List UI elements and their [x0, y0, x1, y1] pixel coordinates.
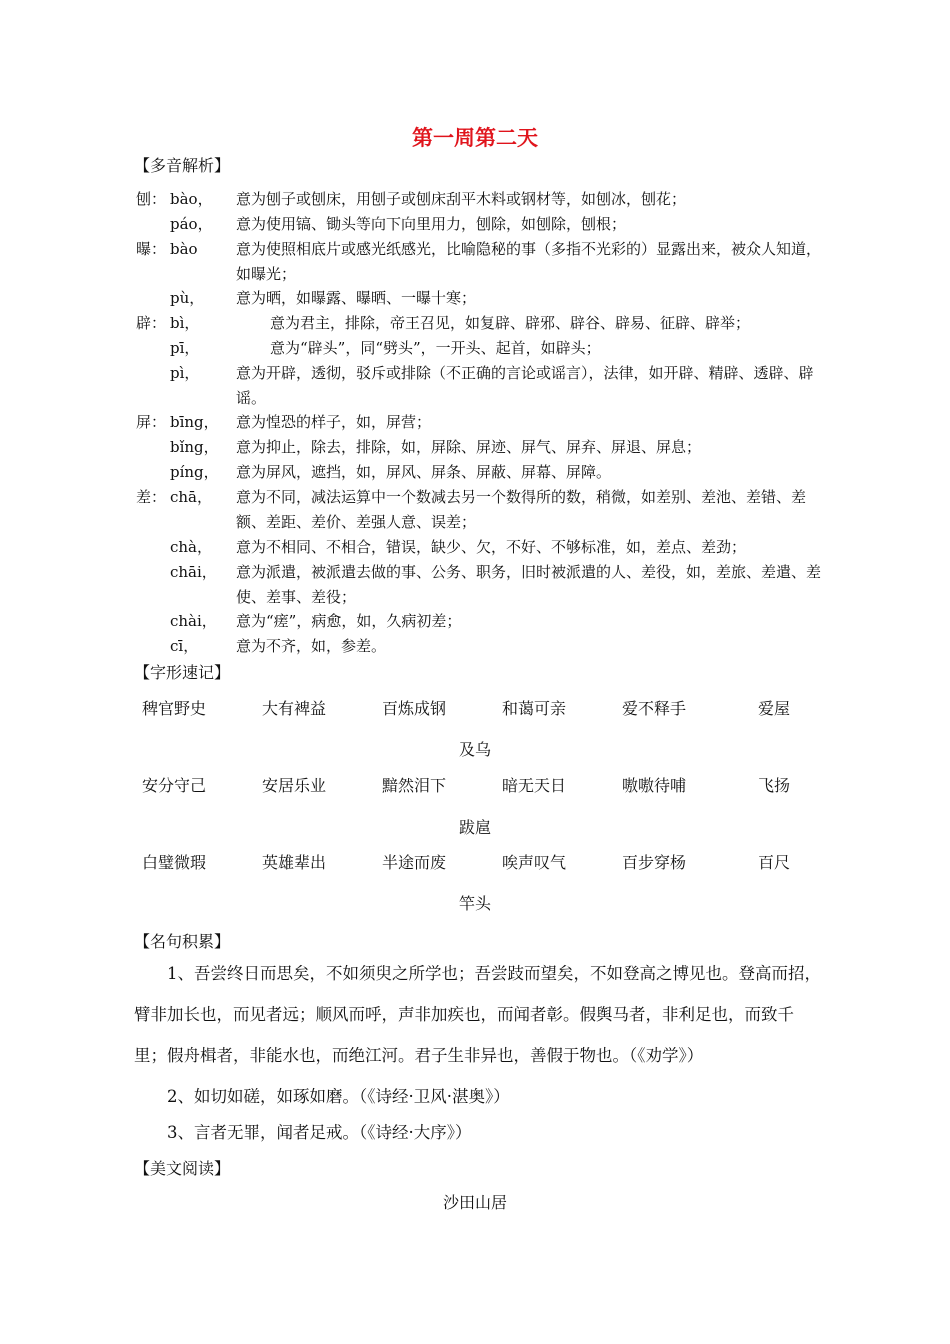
idiom: 安分守己 — [141, 776, 206, 795]
idiom: 唉声叹气 — [501, 853, 566, 872]
section-heading-reading: 【美文阅读】 — [134, 1159, 231, 1178]
pinyin: chà， — [170, 538, 213, 556]
pinyin: bīng， — [170, 413, 219, 431]
pinyin: pī， — [170, 339, 200, 357]
quote-2: 2、如切如磋，如琢如磨。（《诗经·卫风·湛奥》） — [167, 1087, 510, 1106]
idiom-continuation: 及乌 — [458, 740, 491, 759]
idiom: 英雄辈出 — [261, 853, 326, 872]
section-heading-shape: 【字形速记】 — [134, 663, 231, 682]
idiom-continuation: 竿头 — [458, 894, 491, 913]
pinyin: bào — [170, 240, 198, 258]
idiom: 黯然泪下 — [381, 776, 446, 795]
idiom: 爱不释手 — [621, 699, 686, 718]
definition: 意为刨子或刨床，用刨子或刨床刮平木料或钢材等，如刨冰，刨花； — [236, 190, 687, 208]
pinyin: bào， — [170, 190, 213, 208]
idiom: 安居乐业 — [261, 776, 326, 795]
article-title: 沙田山居 — [442, 1193, 507, 1212]
pinyin: páo， — [170, 215, 213, 233]
definition: 意为使用镐、锄头等向下向里用力，刨除，如刨除，刨根； — [236, 215, 627, 233]
idiom: 暗无天日 — [501, 776, 566, 795]
definition: 意为抑止，除去，排除，如，屏除、屏迹、屏气、屏弃、屏退、屏息； — [236, 438, 702, 456]
definition: 意为派遣，被派遣去做的事、公务、职务，旧时被派遣的人、差役，如，差旅、差遣、差使、差事、差役； — [236, 563, 822, 606]
polyphone-char: 刨： — [136, 190, 167, 208]
definition: 意为不齐，如，参差。 — [236, 637, 387, 655]
pinyin: pì， — [170, 364, 200, 382]
idiom: 半途而废 — [381, 853, 446, 872]
section-heading-polyphone: 【多音解析】 — [134, 156, 231, 175]
definition: 意为“辟头”，同“劈头”，一开头、起首，如辟头； — [270, 339, 601, 357]
idiom: 百炼成钢 — [381, 699, 446, 718]
definition: 意为晒，如曝露、曝晒、一曝十寒； — [236, 289, 477, 307]
definition: 意为不相同、不相合，错误，缺少、欠，不好、不够标准，如，差点、差劲； — [236, 538, 747, 556]
page-title: 第一周第二天 — [412, 126, 538, 150]
definition: 意为惶恐的样子，如，屏营； — [236, 413, 432, 431]
polyphone-char: 曝： — [136, 240, 167, 258]
polyphone-char: 差： — [136, 488, 167, 506]
idiom: 和蔼可亲 — [501, 699, 566, 718]
quote-1: 1、吾尝终日而思矣，不如须臾之所学也；吾尝跂而望矣，不如登高之博见也。登高而招，臂非加长也，而见者远；顺风而呼，声非加疾也，而闻者彰。假舆马者，非利足也，而致千里；假舟楫者，非能水也，而绝江河。君子生非异也，善假于物也。（《劝学》） — [134, 964, 821, 1065]
section-heading-quotes: 【名句积累】 — [134, 932, 231, 951]
definition: 意为开辟，透彻，驳斥或排除（不正确的言论或谣言），法律，如开辟、精辟、透辟、辟谣。 — [236, 364, 814, 407]
idiom: 白璧微瑕 — [141, 853, 206, 872]
idiom-row — [114, 696, 834, 719]
definition: 意为屏风，遮挡，如，屏风、屏条、屏蔽、屏幕、屏障。 — [236, 463, 612, 481]
idiom: 嗷嗷待哺 — [621, 776, 686, 795]
pinyin: bì， — [170, 314, 200, 332]
idiom: 百尺 — [757, 853, 790, 872]
idiom: 稗官野史 — [141, 699, 206, 718]
pinyin: chāi， — [170, 563, 217, 581]
definition: 意为使照相底片或感光纸感光，比喻隐秘的事（多指不光彩的）显露出来，被众人知道，如曝光； — [236, 240, 822, 283]
idiom: 大有裨益 — [261, 699, 326, 718]
quote-3: 3、言者无罪，闻者足戒。（《诗经·大序》） — [167, 1123, 472, 1142]
polyphone-char: 屏： — [136, 413, 167, 431]
definition: 意为“瘥”，病愈，如，久病初差； — [236, 612, 462, 630]
pinyin: chā， — [170, 488, 213, 506]
pinyin: chài， — [170, 612, 217, 630]
idiom: 百步穿杨 — [621, 853, 686, 872]
polyphone-char: 辟： — [136, 314, 167, 332]
pinyin: cī， — [170, 637, 199, 655]
idiom-row — [114, 850, 834, 873]
pinyin: bǐng， — [170, 438, 219, 456]
pinyin: pù， — [170, 289, 205, 307]
definition: 意为君主，排除，帝王召见，如复辟、辟邪、辟谷、辟易、征辟、辟举； — [270, 314, 751, 332]
idiom-continuation: 跋扈 — [458, 818, 491, 837]
idiom-row — [114, 773, 834, 796]
idiom: 爱屋 — [757, 699, 790, 718]
idiom: 飞扬 — [757, 776, 790, 795]
pinyin: píng， — [170, 463, 219, 481]
definition: 意为不同，减法运算中一个数减去另一个数得所的数，稍微，如差别、差池、差错、差额、差距、差价、差强人意、误差； — [236, 488, 807, 531]
